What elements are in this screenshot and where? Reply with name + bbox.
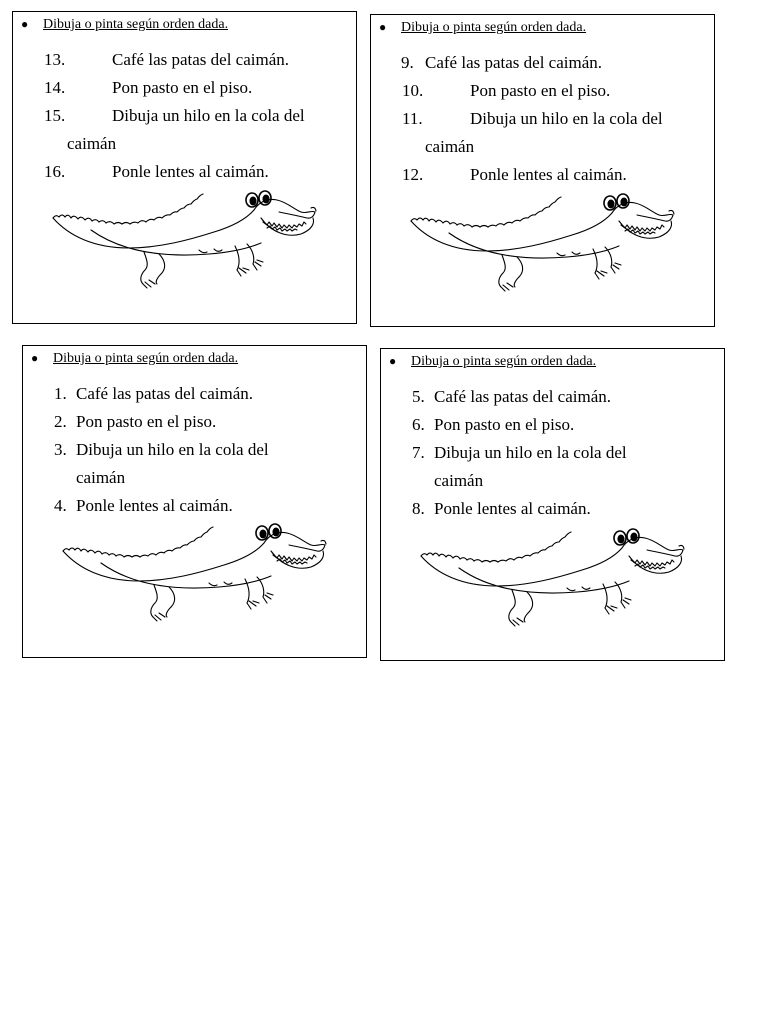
list-item	[381, 411, 724, 439]
item-number: 3.	[54, 440, 67, 459]
list-item	[381, 495, 724, 523]
list-item	[23, 436, 366, 464]
item-number: 16.	[44, 162, 66, 181]
list-item	[381, 439, 724, 467]
instruction-list	[13, 46, 356, 186]
item-text: Dibuja un hilo en la cola del	[470, 109, 663, 128]
item-text: Ponle lentes al caimán.	[76, 496, 233, 515]
item-text: Café las patas del caimán.	[112, 50, 290, 69]
item-number: 12.	[402, 165, 424, 184]
bullet-icon: ●	[379, 20, 387, 34]
card-heading	[379, 19, 586, 36]
heading-text: Dibuja o pinta según orden dada.	[43, 17, 229, 32]
list-item	[23, 408, 366, 436]
item-text: Ponle lentes al caimán.	[112, 162, 269, 181]
item-number: 2.	[54, 412, 67, 431]
item-text: Dibuja un hilo en la cola del	[434, 443, 627, 462]
list-item-continuation	[381, 467, 724, 495]
list-item-continuation	[23, 464, 366, 492]
instruction-card-3	[22, 345, 367, 658]
item-text: Café las patas del caimán.	[425, 53, 603, 72]
item-number: 4.	[54, 496, 67, 515]
caiman-illustration	[49, 188, 324, 300]
item-number: 15.	[44, 106, 66, 125]
item-text-continuation: caimán	[434, 471, 484, 490]
list-item	[371, 105, 714, 133]
item-number: 1.	[54, 384, 67, 403]
list-item	[13, 102, 356, 130]
instruction-list	[371, 49, 714, 189]
item-text-continuation: caimán	[67, 134, 117, 153]
item-text-continuation: caimán	[425, 137, 475, 156]
item-number: 10.	[402, 81, 424, 100]
item-text: Ponle lentes al caimán.	[470, 165, 627, 184]
caiman-illustration	[417, 526, 692, 638]
list-item	[381, 383, 724, 411]
heading-text: Dibuja o pinta según orden dada.	[411, 354, 597, 369]
item-text: Pon pasto en el piso.	[434, 415, 575, 434]
item-text: Café las patas del caimán.	[434, 387, 612, 406]
item-number: 14.	[44, 78, 66, 97]
list-item	[371, 161, 714, 189]
list-item	[371, 49, 714, 77]
item-text: Dibuja un hilo en la cola del	[76, 440, 269, 459]
item-text-continuation: caimán	[76, 468, 126, 487]
instruction-card-4	[380, 348, 725, 661]
instruction-list	[23, 380, 366, 520]
list-item	[23, 492, 366, 520]
heading-text: Dibuja o pinta según orden dada.	[53, 351, 239, 366]
item-number: 5.	[412, 387, 425, 406]
list-item	[23, 380, 366, 408]
list-item-continuation	[371, 133, 714, 161]
card-heading	[31, 350, 238, 367]
list-item	[13, 46, 356, 74]
item-number: 7.	[412, 443, 425, 462]
item-number: 8.	[412, 499, 425, 518]
list-item	[13, 74, 356, 102]
heading-text: Dibuja o pinta según orden dada.	[401, 20, 587, 35]
item-text: Café las patas del caimán.	[76, 384, 254, 403]
bullet-icon: ●	[31, 351, 39, 365]
item-number: 13.	[44, 50, 66, 69]
item-text: Pon pasto en el piso.	[470, 81, 611, 100]
list-item	[371, 77, 714, 105]
instruction-list	[381, 383, 724, 523]
card-heading	[389, 353, 596, 370]
caiman-illustration	[407, 191, 682, 303]
item-text: Dibuja un hilo en la cola del	[112, 106, 305, 125]
item-text: Ponle lentes al caimán.	[434, 499, 591, 518]
item-number: 9.	[401, 53, 414, 72]
item-number: 6.	[412, 415, 425, 434]
instruction-card-2	[370, 14, 715, 327]
item-text: Pon pasto en el piso.	[76, 412, 217, 431]
card-heading	[21, 16, 228, 33]
caiman-illustration	[59, 521, 334, 633]
bullet-icon: ●	[21, 17, 29, 31]
list-item-continuation	[13, 130, 356, 158]
instruction-card-1	[12, 11, 357, 324]
item-text: Pon pasto en el piso.	[112, 78, 253, 97]
bullet-icon: ●	[389, 354, 397, 368]
item-number: 11.	[402, 109, 423, 128]
list-item	[13, 158, 356, 186]
